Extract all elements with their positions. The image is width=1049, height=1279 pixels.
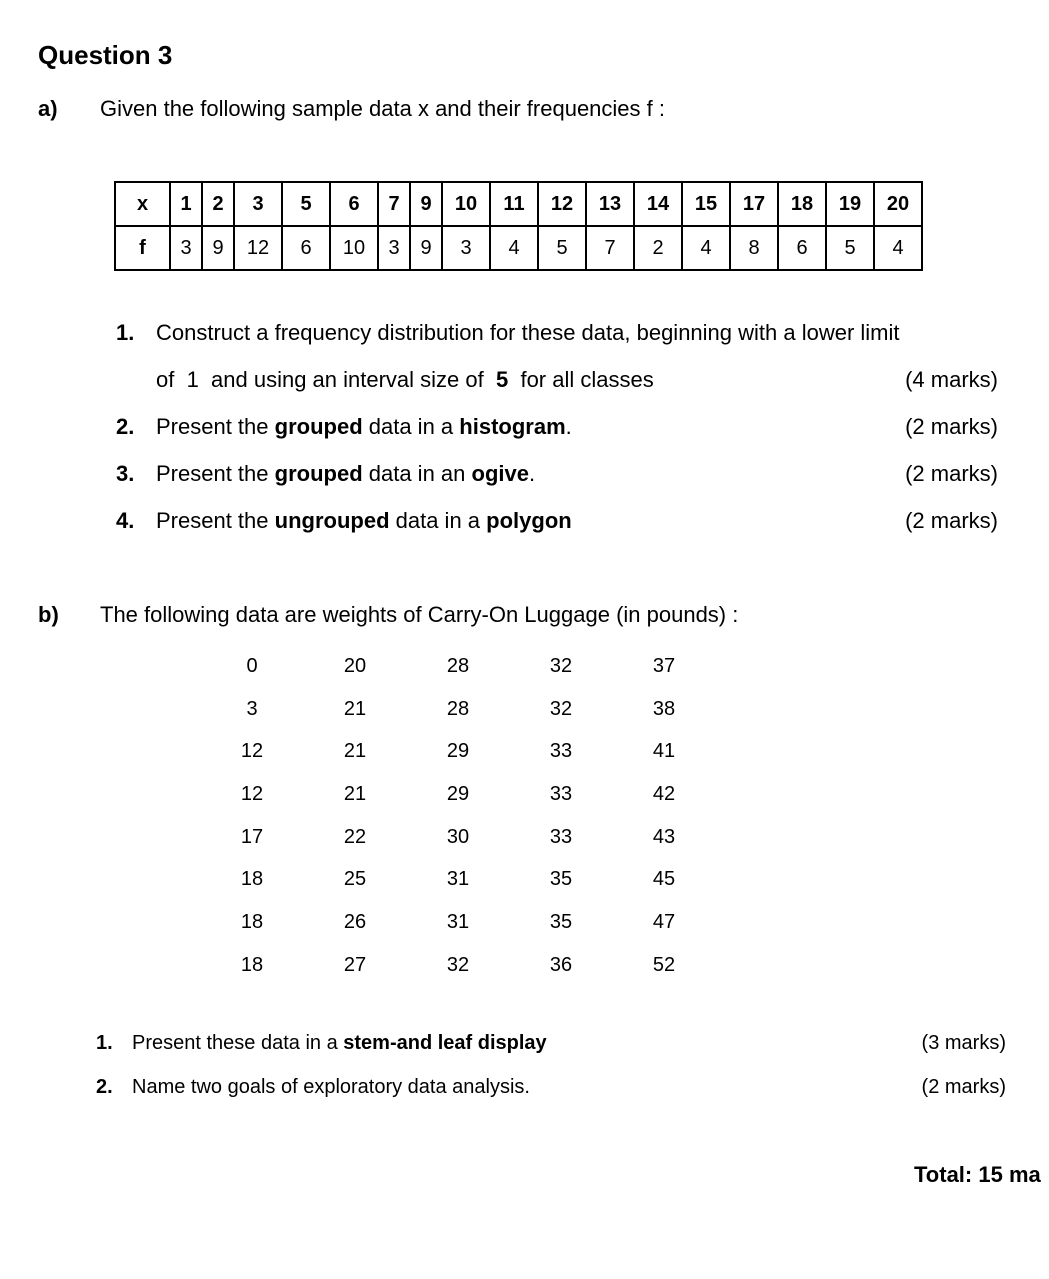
task-marks: (2 marks): [905, 461, 998, 486]
f-cell: 3: [378, 226, 410, 270]
weight-value: 32: [549, 655, 573, 677]
task-bold-text: stem-and leaf display: [343, 1032, 547, 1054]
task-marks: (4 marks): [905, 367, 998, 392]
weight-value: 37: [652, 655, 676, 677]
task-text: Present the: [156, 461, 275, 486]
task-b1: [96, 1032, 547, 1055]
weight-value: 43: [652, 825, 676, 848]
weight-value: 35: [549, 911, 573, 934]
part-a-label: a): [38, 96, 58, 121]
task-marks: (2 marks): [905, 508, 998, 533]
f-cell: 4: [490, 226, 538, 270]
task-marks: (3 marks): [921, 1032, 1006, 1054]
weight-value: 28: [446, 655, 470, 677]
f-cell: 8: [730, 226, 778, 270]
weight-value: 31: [446, 911, 470, 934]
f-cell: 9: [410, 226, 442, 270]
task-bold-text: ungrouped: [274, 508, 390, 533]
task-text: Name two goals of exploratory data analysis.: [132, 1076, 530, 1098]
weight-value: 21: [343, 697, 367, 720]
task-text: .: [565, 414, 572, 439]
weight-value: 32: [549, 697, 573, 720]
weight-value: 20: [343, 655, 367, 677]
weight-value: 35: [549, 868, 573, 891]
weight-value: 3: [246, 697, 258, 720]
weight-value: 33: [549, 825, 573, 848]
task-text: of 1 and using an interval size of: [156, 367, 496, 392]
task-text: Construct a frequency distribution for these data, beginning with a lower limit: [156, 320, 900, 345]
weights-column-1: [222, 652, 282, 994]
frequency-table: [114, 181, 923, 271]
task-number: 2.: [96, 1076, 113, 1098]
weight-value: 12: [240, 783, 264, 806]
x-cell: 10: [442, 182, 490, 226]
task-number: 3.: [116, 461, 135, 486]
x-header: x: [115, 182, 170, 226]
task-text: Present the: [156, 508, 275, 533]
weight-value: 26: [343, 911, 367, 934]
weight-value: 21: [343, 740, 367, 763]
f-header: f: [115, 226, 170, 270]
x-cell: 6: [330, 182, 378, 226]
weight-value: 29: [446, 740, 470, 763]
f-cell: 9: [202, 226, 234, 270]
weights-column-3: [428, 652, 488, 994]
weight-value: 12: [240, 740, 264, 763]
weights-column-2: [325, 652, 385, 994]
task-bold-text: polygon: [486, 508, 572, 533]
f-row: [115, 226, 922, 270]
x-cell: 15: [682, 182, 730, 226]
weight-value: 22: [343, 825, 367, 848]
task-text: Present the: [156, 414, 275, 439]
weight-value: 33: [549, 740, 573, 763]
task-number: 4.: [116, 508, 135, 533]
x-row: [115, 182, 922, 226]
weight-value: 18: [240, 911, 264, 934]
weight-value: 41: [652, 740, 676, 763]
task-text: data in a: [389, 508, 487, 533]
x-cell: 5: [282, 182, 330, 226]
task-text: data in a: [362, 414, 460, 439]
weight-value: 28: [446, 697, 470, 720]
task-a1: [116, 320, 900, 346]
task-text: .: [528, 461, 536, 486]
f-cell: 12: [234, 226, 282, 270]
task-a4: [116, 508, 572, 534]
x-cell: 14: [634, 182, 682, 226]
weight-value: 21: [343, 783, 367, 806]
weight-value: 36: [549, 953, 573, 976]
weight-value: 32: [446, 953, 470, 976]
weight-value: 0: [246, 655, 258, 677]
task-text: for all classes: [508, 367, 654, 392]
part-a-intro: Given the following sample data x and their frequencies f :: [100, 96, 665, 121]
task-bold-text: grouped: [274, 414, 363, 439]
x-cell: 11: [490, 182, 538, 226]
task-number: 2.: [116, 414, 135, 439]
task-number: 1.: [96, 1032, 113, 1054]
f-cell: 3: [170, 226, 202, 270]
f-cell: 5: [826, 226, 874, 270]
weight-value: 33: [549, 783, 573, 806]
weight-value: 30: [446, 825, 470, 848]
weight-value: 27: [343, 953, 367, 976]
task-text: Present these data in a: [132, 1032, 344, 1054]
f-cell: 5: [538, 226, 586, 270]
weights-column-5: [634, 652, 694, 994]
task-text: data in an: [362, 461, 472, 486]
x-cell: 7: [378, 182, 410, 226]
weight-value: 18: [240, 953, 264, 976]
weight-value: 42: [652, 783, 676, 806]
x-cell: 19: [826, 182, 874, 226]
f-cell: 2: [634, 226, 682, 270]
weight-value: 31: [446, 868, 470, 891]
x-cell: 13: [586, 182, 634, 226]
total-marks: Total: 15 ma: [914, 1162, 1041, 1187]
weight-value: 52: [652, 953, 676, 976]
task-bold-text: grouped: [274, 461, 363, 486]
task-marks: (2 marks): [905, 414, 998, 439]
weight-value: 17: [240, 825, 264, 848]
f-cell: 7: [586, 226, 634, 270]
f-cell: 4: [874, 226, 922, 270]
task-marks: (2 marks): [921, 1076, 1006, 1098]
x-cell: 9: [410, 182, 442, 226]
weight-value: 47: [652, 911, 676, 934]
x-cell: 2: [202, 182, 234, 226]
x-cell: 18: [778, 182, 826, 226]
x-cell: 1: [170, 182, 202, 226]
weight-value: 18: [240, 868, 264, 891]
x-cell: 3: [234, 182, 282, 226]
weights-column-4: [531, 652, 591, 994]
task-a3: [116, 461, 535, 487]
weight-value: 38: [652, 697, 676, 720]
task-number: 1.: [116, 320, 135, 345]
task-a1-line2: [156, 367, 654, 393]
task-b2: [96, 1076, 530, 1099]
task-a2: [116, 414, 572, 440]
f-cell: 10: [330, 226, 378, 270]
task-bold-text: ogive: [471, 461, 529, 486]
part-b-label: b): [38, 602, 59, 627]
task-bold-text: histogram: [459, 414, 566, 439]
f-cell: 6: [778, 226, 826, 270]
x-cell: 20: [874, 182, 922, 226]
f-cell: 4: [682, 226, 730, 270]
question-title: Question 3: [38, 40, 173, 70]
x-cell: 17: [730, 182, 778, 226]
f-cell: 6: [282, 226, 330, 270]
task-bold-text: 5: [495, 367, 509, 392]
f-cell: 3: [442, 226, 490, 270]
weight-value: 25: [343, 868, 367, 891]
x-cell: 12: [538, 182, 586, 226]
part-b-intro: The following data are weights of Carry-On Luggage (in pounds) :: [100, 602, 739, 627]
weight-value: 45: [652, 868, 676, 891]
weight-value: 29: [446, 783, 470, 806]
